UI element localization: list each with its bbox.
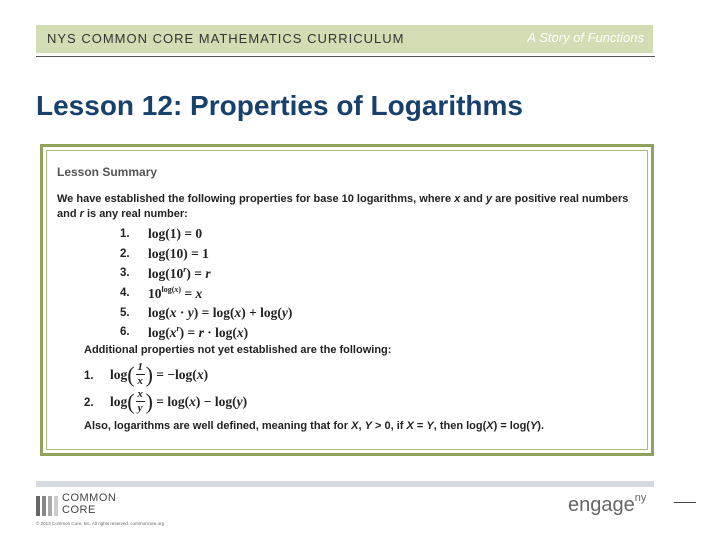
property-4: $10^{log(x)} = x$ — [148, 285, 203, 301]
property-number: 5. — [120, 307, 130, 319]
footer-dash — [674, 502, 696, 503]
story-label: A Story of Functions — [527, 30, 644, 45]
additional-property-2: log ( $\frac{x}{y}$ ) = log( x ) − log( y ) — [110, 388, 248, 414]
common-core-logo-text: COMMON CORE — [62, 492, 117, 516]
well-defined-note: Also, logarithms are well defined, meaning that for X, Y > 0, if X = Y, then log(X) = log(Y). — [84, 420, 545, 432]
property-number: 6. — [120, 326, 130, 338]
property-2: log(10) = 1 — [148, 246, 209, 261]
header-divider — [36, 56, 655, 57]
additional-property-1: log ( $\frac{1}{x}$ ) = −log( x ) — [110, 361, 209, 387]
footer-band — [36, 481, 654, 487]
property-number: 3. — [120, 267, 130, 279]
curriculum-label: NYS COMMON CORE MATHEMATICS CURRICULUM — [47, 31, 405, 46]
additional-heading: Additional properties not yet established are the following: — [84, 344, 392, 356]
additional-number: 2. — [84, 397, 94, 409]
property-6: $\log(x^r) = r \cdot \log(x)$ — [148, 324, 249, 340]
lesson-title: Lesson 12: Properties of Logarithms — [36, 90, 523, 121]
engage-ny-logo: engage$^{ny}$ — [568, 492, 647, 516]
property-5: log(x · y) = log(x) + log(y) — [148, 305, 293, 320]
property-number: 1. — [120, 228, 130, 240]
summary-intro: We have established the following properties for base 10 logarithms, where x and y are positive real numbers and r is any real number: — [57, 193, 629, 220]
additional-number: 1. — [84, 370, 94, 382]
summary-heading: Lesson Summary — [57, 165, 158, 179]
property-1: log(1) = 0 — [148, 226, 203, 241]
copyright-text: © 2013 Common Core, Inc. All rights reserved. commoncore.org — [36, 521, 165, 526]
property-3: $\log(10^r) = r$ — [148, 265, 211, 281]
common-core-logo-icon — [36, 496, 60, 516]
property-number: 2. — [120, 248, 130, 260]
property-number: 4. — [120, 287, 130, 299]
